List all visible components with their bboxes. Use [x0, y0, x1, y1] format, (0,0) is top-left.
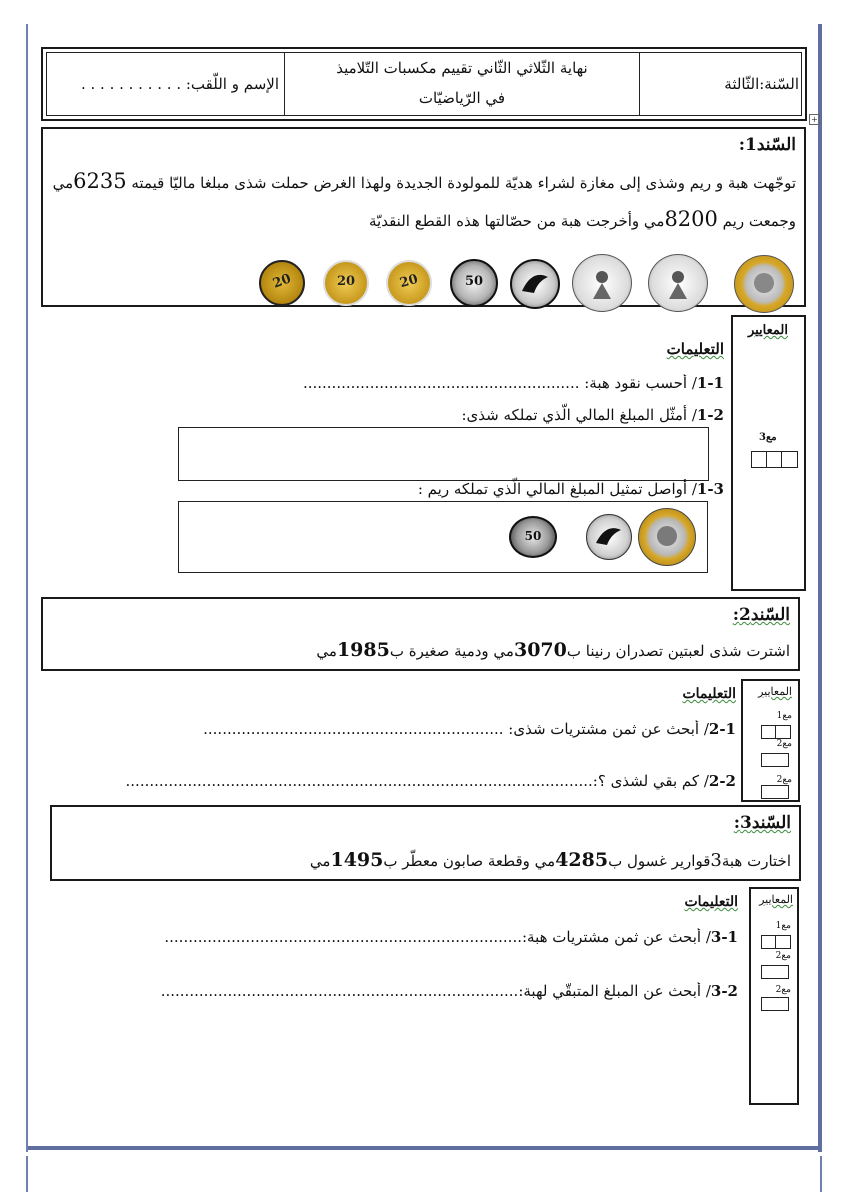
- question-2-2: [46, 772, 736, 790]
- section-2-instructions-title: التعليمات: [682, 686, 736, 702]
- score-box-1c[interactable]: [781, 451, 798, 468]
- question-1-2: [84, 406, 724, 424]
- score-box-2-3[interactable]: [761, 785, 789, 799]
- question-3-2-text: / أبحث عن المبلغ المتبقّي لهبة:...........................................................................: [160, 982, 711, 1000]
- coin-20-icon: [323, 260, 369, 306]
- document-3-amount-lotion: 4285: [555, 849, 609, 871]
- document-3-text-b: قوارير غسول ب: [608, 852, 711, 870]
- student-name-field[interactable]: الإسم و اللّقب: . . . . . . . . . . .: [80, 75, 279, 93]
- document-2-text-b: مي ودمية صغيرة ب: [389, 642, 514, 660]
- question-2-1: [46, 720, 736, 738]
- criteria-column-2: [741, 679, 800, 802]
- coin-200-design: [649, 255, 707, 311]
- criteria-3-code-1: مع1: [775, 921, 791, 931]
- document-1-line-2: [51, 207, 796, 231]
- question-2-2-number: 2-2: [708, 772, 736, 790]
- score-box-1b[interactable]: [766, 451, 782, 468]
- document-1-line-2-text-b: مي وأخرجت هبة من حصّالتها هذه القطع النقديّة: [369, 212, 665, 230]
- section-3-instructions-title: التعليمات: [684, 894, 738, 910]
- question-1-2-text: / أمثّل المبلغ المالي الّذي تملكه شذى:: [461, 406, 697, 424]
- section-1-instructions-title: التعليمات: [666, 340, 724, 358]
- coin-20-icon: [259, 260, 305, 306]
- page-left-lower-border: [26, 1156, 28, 1192]
- criteria-2-code-1: مع1: [776, 711, 792, 721]
- document-1-amount-reem: 8200: [664, 207, 718, 231]
- question-3-1: [58, 928, 738, 946]
- coin-1-dinar-icon: [734, 255, 794, 313]
- page-right-border: [818, 24, 822, 1152]
- coin-50-value: 50: [464, 274, 484, 289]
- score-box-2-2[interactable]: [761, 753, 789, 767]
- document-2-title: السّند2:: [732, 605, 790, 625]
- criteria-column-2-title: المعايير: [758, 685, 792, 698]
- school-year-level: السّنة:الثّالثة: [724, 75, 799, 93]
- question-2-1-number: 2-1: [708, 720, 736, 738]
- document-1-unit: مي: [52, 174, 74, 192]
- document-3-box: [50, 805, 801, 881]
- document-2-text-a: اشترت شذى لعبتين تصدران رنينا ب: [566, 642, 790, 660]
- coin-50-value: 50: [524, 529, 542, 543]
- score-box-3-1a[interactable]: [761, 935, 776, 949]
- score-box-3-1b[interactable]: [775, 935, 791, 949]
- criteria-column-1: [731, 315, 806, 591]
- score-box-1a[interactable]: [751, 451, 767, 468]
- question-1-1-number: 1-1: [696, 374, 724, 392]
- page-right-lower-border: [820, 1156, 822, 1192]
- coin-20-value: 20: [336, 274, 356, 289]
- coin-50-icon: [509, 516, 557, 558]
- question-1-3-text: / أواصل تمثيل المبلغ المالي الّذي تملكه ريم :: [417, 480, 697, 498]
- document-1-box: [41, 127, 806, 307]
- header-divider-right: [639, 53, 640, 115]
- coin-20-value: 20: [398, 271, 420, 292]
- document-1-amount-shatha: 6235: [73, 169, 127, 193]
- coin-200-icon: [648, 254, 708, 312]
- question-2-2-text: / كم بقي لشذى ؟:..................................................................................................: [125, 772, 709, 790]
- coin-50-icon: [450, 259, 498, 307]
- coin-1-dinar-icon: [638, 508, 696, 566]
- document-2-unit: مي: [316, 642, 337, 660]
- document-3-text-a: اختارت هبة: [721, 852, 791, 870]
- criteria-column-3: [749, 887, 799, 1105]
- document-3-unit: مي: [309, 852, 331, 870]
- document-2-box: [41, 597, 800, 671]
- score-box-3-2[interactable]: [761, 965, 789, 979]
- criteria-column-1-title: المعايير: [747, 323, 788, 338]
- criteria-3-code-2: مع2: [775, 951, 791, 961]
- criteria-1-code: مع3: [759, 432, 777, 443]
- coin-20-value: 20: [270, 271, 294, 292]
- question-2-1-text: / أبحث عن ثمن مشتريات شذى: ...............................................................: [203, 720, 709, 738]
- coin-200-icon: [572, 254, 632, 312]
- question-1-1: [84, 374, 724, 392]
- document-2-text: [50, 639, 790, 661]
- criteria-2-code-2: مع2: [776, 739, 792, 749]
- header-inner: [46, 52, 802, 116]
- question-3-1-number: 3-1: [710, 928, 738, 946]
- document-3-text-c: مي وقطعة صابون معطّر ب: [383, 852, 556, 870]
- question-1-1-text: / أحسب نقود هبة: ..........................................................: [302, 374, 697, 392]
- document-1-line-2-text-a: وجمعت ريم: [722, 212, 796, 230]
- question-1-2-number: 1-2: [696, 406, 724, 424]
- document-1-title: السّند1:: [738, 135, 796, 155]
- coin-1-dinar-portrait: [639, 509, 695, 565]
- question-3-1-text: / أبحث عن ثمن مشتريات هبة:...........................................................................: [164, 928, 711, 946]
- page-bottom-border: [28, 1146, 822, 1150]
- score-box-2-1b[interactable]: [775, 725, 791, 739]
- answer-box-1-2[interactable]: [178, 427, 709, 481]
- criteria-2-code-3: مع2: [776, 775, 792, 785]
- coin-200-design: [573, 255, 631, 311]
- document-1-line-1: [51, 169, 796, 193]
- question-3-2: [58, 982, 738, 1000]
- question-1-3-number: 1-3: [696, 480, 724, 498]
- coin-1-dinar-portrait: [735, 256, 793, 312]
- exam-title-line2: في الرّياضيّات: [418, 89, 506, 107]
- coin-100-icon: [586, 514, 632, 560]
- score-box-2-1a[interactable]: [761, 725, 776, 739]
- criteria-3-code-3: مع2: [775, 985, 791, 995]
- page-left-border: [26, 24, 28, 1152]
- answer-box-1-3[interactable]: [178, 501, 708, 573]
- question-1-3: [84, 480, 724, 498]
- document-2-amount-doll: 1985: [336, 639, 390, 661]
- document-1-line-1-text: توجّهت هبة و ريم وشذى إلى مغازة لشراء هديّة للمولودة الجديدة ولهذا الغرض حملت شذى مبلغا ماليّا قيمته: [131, 174, 796, 192]
- exam-title-line1: نهاية الثّلاثي الثّاني تقييم مكسبات التّلاميذ: [336, 59, 588, 77]
- document-2-amount-toys: 3070: [513, 639, 567, 661]
- table-move-handle-icon[interactable]: +: [809, 114, 820, 125]
- document-3-title: السّند3:: [733, 813, 791, 833]
- document-3-qty: 3: [710, 850, 722, 871]
- coin-20-icon: [386, 260, 432, 306]
- coin-100-design: [512, 261, 558, 307]
- question-3-2-number: 3-2: [710, 982, 738, 1000]
- header-divider-left: [284, 53, 285, 115]
- coin-100-icon: [510, 259, 560, 309]
- document-3-amount-soap: 1495: [330, 849, 384, 871]
- document-3-text: [61, 849, 791, 871]
- criteria-column-3-title: المعايير: [759, 893, 793, 906]
- header-table: [41, 47, 807, 121]
- score-box-3-3[interactable]: [761, 997, 789, 1011]
- coin-100-design: [587, 515, 631, 559]
